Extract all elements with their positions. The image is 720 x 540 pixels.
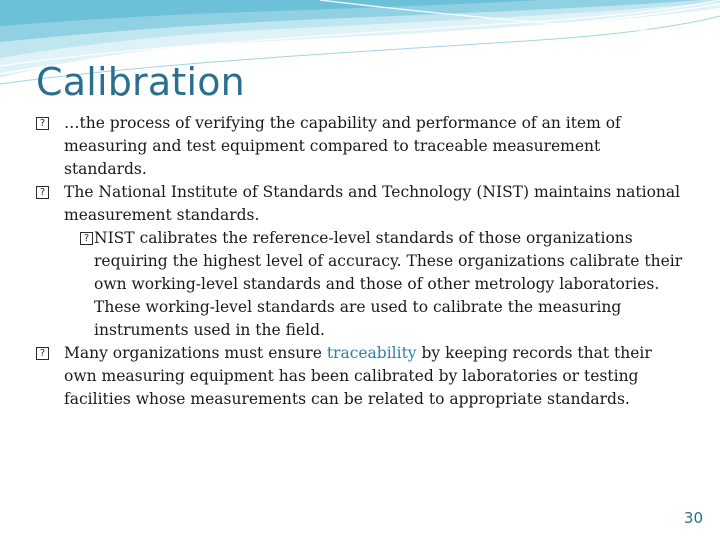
bullet-text-after: by keeping records that their own measuring equipment has been calibrated by laboratories or testing facilities whose measurements can be related to appropriate standards. [64, 344, 652, 408]
slide-title: Calibration [36, 60, 245, 104]
slide-body [36, 112, 686, 411]
sub-bullet-item-nist-calibrates [36, 227, 686, 342]
bullet-item-traceability [36, 342, 686, 411]
bullet-marker-icon: ? [36, 117, 49, 130]
bullet-item-nist [36, 181, 686, 227]
highlighted-term: traceability [326, 344, 417, 362]
bullet-text-before: Many organizations must ensure [64, 344, 327, 362]
bullet-text: NIST calibrates the reference-level standards of those organizations requiring the highest level of accuracy. These organizations calibrate their own working-level standards and those of other metrology laboratories. These working-level standards are used to calibrate the measuring instruments used in the field. [94, 229, 683, 339]
bullet-marker-icon: ? [80, 232, 93, 245]
page-number: 30 [683, 509, 703, 527]
bullet-marker-icon: ? [36, 347, 49, 360]
bullet-text: …the process of verifying the capability and performance of an item of measuring and test equipment compared to traceable measurement standards. [64, 114, 621, 178]
bullet-text: The National Institute of Standards and Technology (NIST) maintains national measurement standards. [64, 183, 681, 224]
bullet-item-definition [36, 112, 686, 181]
bullet-marker-icon: ? [36, 186, 49, 199]
